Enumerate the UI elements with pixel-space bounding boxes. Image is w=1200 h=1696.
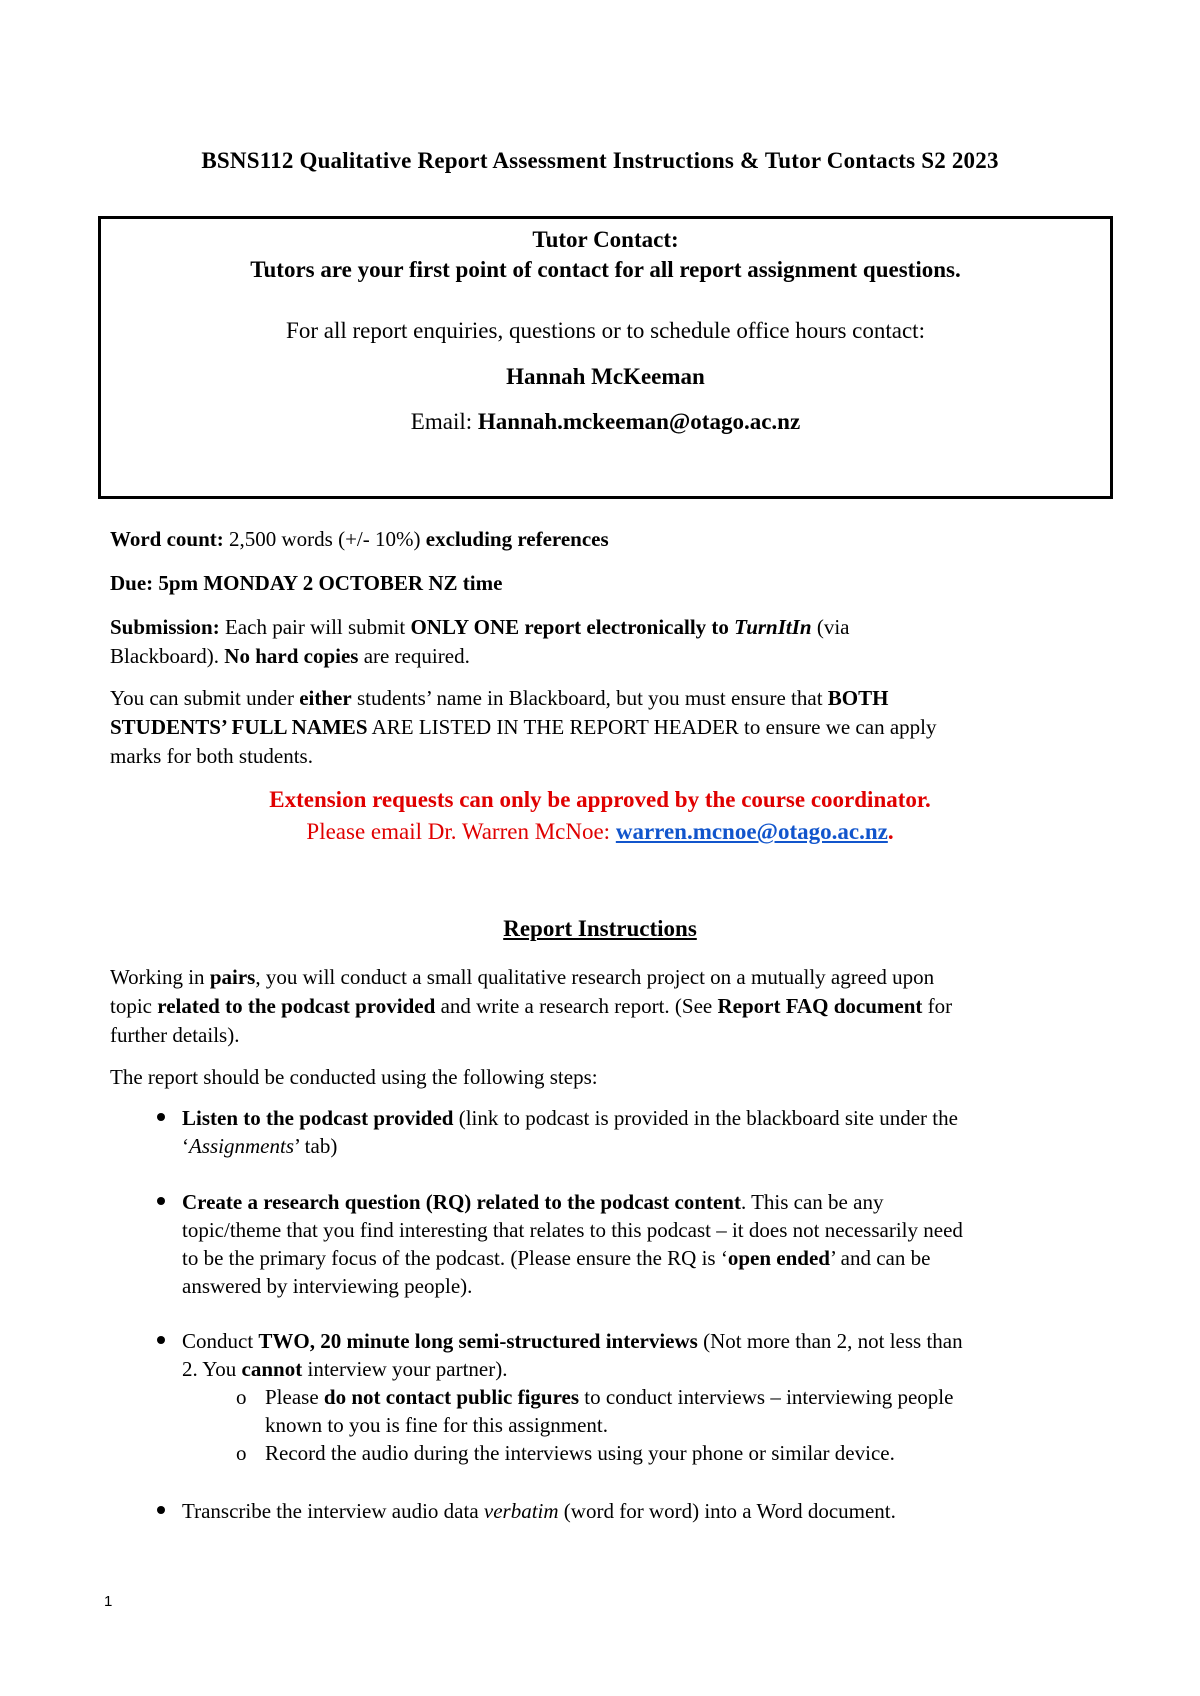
- report-intro-paragraph: [110, 963, 1100, 1050]
- step-text: . This can be any: [740, 1190, 884, 1214]
- sub-bullet-marker: o: [236, 1441, 247, 1465]
- step-text: to be the primary focus of the podcast. (Please ensure the RQ is ‘: [182, 1246, 728, 1270]
- coordinator-email-link[interactable]: warren.mcnoe@otago.ac.nz: [615, 819, 888, 844]
- word-count-value: 2,500 words (+/- 10%): [229, 527, 421, 551]
- sub-step-record-audio: Record the audio during the interviews using your phone or similar device.: [265, 1441, 895, 1465]
- word-count-suffix: excluding references: [425, 527, 609, 551]
- step-text: 2. You: [182, 1357, 237, 1381]
- report-instructions-heading: Report Instructions: [503, 916, 697, 941]
- tutor-email[interactable]: Hannah.mckeeman@otago.ac.nz: [477, 409, 801, 434]
- step-text: ’ and can be: [829, 1246, 931, 1270]
- step-text: (link to podcast is provided in the blackboard site under the: [458, 1106, 958, 1130]
- bullet-icon: [157, 1113, 165, 1121]
- names-note-bold: STUDENTS’ FULL NAMES: [110, 715, 368, 739]
- sub-step-bold: do not contact public figures: [323, 1385, 580, 1409]
- step-text: Transcribe the interview audio data: [182, 1499, 479, 1523]
- tutor-contact-box: [98, 216, 1113, 499]
- names-note-text: students’ name in Blackboard, but you must ensure that: [356, 686, 823, 710]
- sub-bullet-marker: o: [236, 1385, 247, 1409]
- turnitin-label: TurnItIn: [734, 615, 812, 639]
- extension-email-line: [0, 819, 1200, 845]
- step-text: interview your partner).: [307, 1357, 508, 1381]
- assignments-tab-label: Assignments: [189, 1134, 294, 1158]
- intro-text: further details).: [110, 1023, 240, 1047]
- page-number: 1: [104, 1593, 113, 1610]
- names-note-text: You can submit under: [110, 686, 294, 710]
- submission-paragraph: [110, 613, 1100, 671]
- step-transcribe: [182, 1497, 1102, 1525]
- tutor-email-line: [101, 409, 1110, 435]
- submission-text: Each pair will submit: [224, 615, 406, 639]
- step-bold: TWO, 20 minute long semi-structured interviews: [258, 1329, 698, 1353]
- intro-text: Working in: [110, 965, 205, 989]
- submission-text: Blackboard).: [110, 644, 220, 668]
- names-note-text: marks for both students.: [110, 744, 313, 768]
- intro-text: and write a research report. (See: [440, 994, 713, 1018]
- intro-bold: Report FAQ document: [717, 994, 923, 1018]
- submission-bold: ONLY ONE report electronically to: [410, 615, 729, 639]
- step-bold: open ended: [727, 1246, 830, 1270]
- step-text: topic/theme that you find interesting that relates to this podcast – it does not necessarily need: [182, 1218, 963, 1242]
- word-count-label: Word count:: [110, 527, 224, 551]
- tutor-email-label: Email:: [410, 409, 473, 434]
- extension-notice: Extension requests can only be approved by the course coordinator.: [269, 787, 931, 812]
- intro-bold: related to the podcast provided: [157, 994, 436, 1018]
- intro-text: , you will conduct a small qualitative research project on a mutually agreed upon: [255, 965, 935, 989]
- intro-bold: pairs: [209, 965, 256, 989]
- submission-bold: No hard copies: [224, 644, 359, 668]
- page-title: BSNS112 Qualitative Report Assessment Instructions & Tutor Contacts S2 2023: [201, 148, 999, 173]
- submission-text: (via: [816, 615, 850, 639]
- step-text: ’ tab): [294, 1134, 338, 1158]
- submission-text: are required.: [363, 644, 470, 668]
- names-note-bold: BOTH: [827, 686, 889, 710]
- submission-label: Submission:: [110, 615, 220, 639]
- step-text: ‘: [182, 1134, 189, 1158]
- sub-step-text: known to you is fine for this assignment.: [265, 1413, 608, 1437]
- bullet-icon: [157, 1336, 165, 1344]
- tutor-name: Hannah McKeeman: [506, 364, 705, 389]
- steps-intro: The report should be conducted using the following steps:: [110, 1065, 598, 1089]
- enquiries-text: For all report enquiries, questions or to schedule office hours contact:: [286, 318, 925, 343]
- due-date: Due: 5pm MONDAY 2 OCTOBER NZ time: [110, 571, 503, 595]
- bullet-icon: [157, 1506, 165, 1514]
- intro-text: topic: [110, 994, 152, 1018]
- extension-email-end: .: [887, 819, 894, 844]
- intro-text: for: [927, 994, 953, 1018]
- step-listen-podcast: [182, 1104, 1102, 1160]
- step-bold: Create a research question (RQ) related to the podcast content: [182, 1190, 741, 1214]
- extension-email-text: Please email Dr. Warren McNoe:: [306, 819, 611, 844]
- step-text: (Not more than 2, not less than: [703, 1329, 963, 1353]
- step-bold: Listen to the podcast provided: [182, 1106, 454, 1130]
- names-note-text: ARE LISTED IN THE REPORT HEADER to ensure we can apply: [371, 715, 937, 739]
- bullet-icon: [157, 1197, 165, 1205]
- step-italic: verbatim: [483, 1499, 559, 1523]
- sub-step-text: to conduct interviews – interviewing people: [584, 1385, 954, 1409]
- word-count-line: [110, 525, 1100, 554]
- step-text: answered by interviewing people).: [182, 1274, 473, 1298]
- names-note-bold: either: [299, 686, 352, 710]
- step-create-rq: [182, 1188, 1102, 1300]
- step-text: (word for word) into a Word document.: [563, 1499, 896, 1523]
- step-bold: cannot: [241, 1357, 303, 1381]
- tutor-contact-heading: Tutor Contact:: [532, 227, 679, 252]
- names-note-paragraph: [110, 684, 1100, 771]
- step-text: Conduct: [182, 1329, 254, 1353]
- step-conduct-interviews: [182, 1327, 1102, 1383]
- sub-step-text: Please: [265, 1385, 319, 1409]
- sub-step-public-figures: [265, 1383, 1095, 1439]
- tutor-contact-subheading: Tutors are your first point of contact for all report assignment questions.: [250, 257, 961, 282]
